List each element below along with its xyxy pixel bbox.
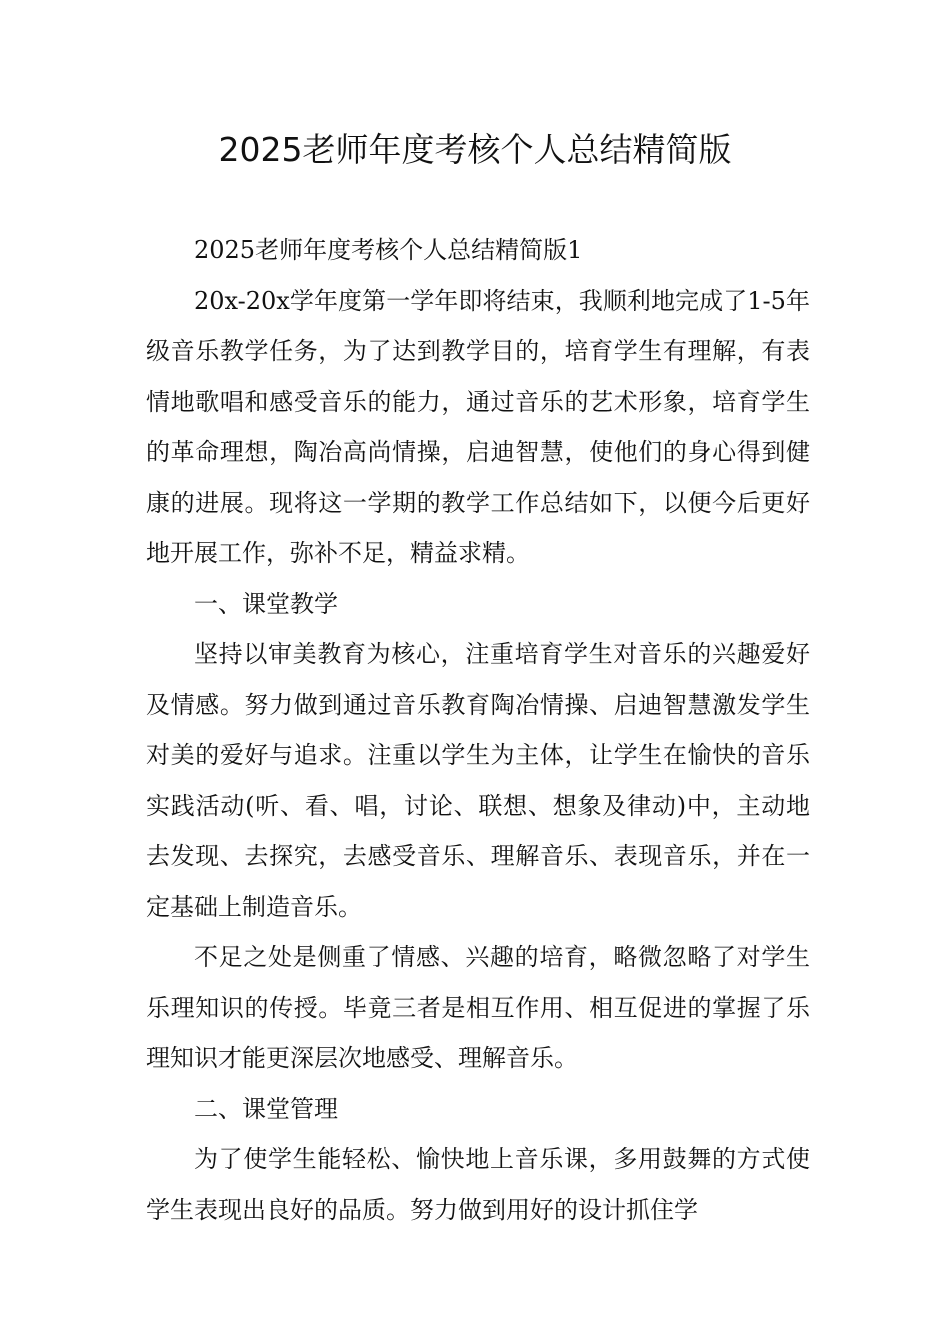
- document-title: 2025老师年度考核个人总结精简版: [218, 130, 732, 169]
- intro-paragraph: 20x-20x学年度第一学年即将结束，我顺利地完成了1-5年级音乐教学任务，为了达到教学目的，培育学生有理解，有表情地歌唱和感受音乐的能力，通过音乐的艺术形象，培育学生的革命理想，陶冶高尚情操，启迪智慧，使他们的身心得到健康的进展。现将这一学期的教学工作总结如下，以便今后更好地开展工作，弥补不足，精益求精。: [146, 286, 810, 567]
- shortcoming-paragraph: 不足之处是侧重了情感、兴趣的培育，略微忽略了对学生乐理知识的传授。毕竟三者是相互作用、相互促进的掌握了乐理知识才能更深层次地感受、理解音乐。: [146, 943, 810, 1072]
- document-body: [146, 225, 810, 1235]
- section-heading-classroom-management: 二、课堂管理: [194, 1094, 338, 1123]
- section-heading-classroom-teaching: 一、课堂教学: [194, 589, 338, 618]
- teaching-paragraph: 坚持以审美教育为核心，注重培育学生对音乐的兴趣爱好及情感。努力做到通过音乐教育陶冶情操、启迪智慧激发学生对美的爱好与追求。注重以学生为主体，让学生在愉快的音乐实践活动(听、看、唱，讨论、联想、想象及律动)中，主动地去发现、去探究，去感受音乐、理解音乐、表现音乐，并在一定基础上制造音乐。: [146, 640, 810, 921]
- management-paragraph: 为了使学生能轻松、愉快地上音乐课，多用鼓舞的方式使学生表现出良好的品质。努力做到用好的设计抓住学: [146, 1145, 810, 1224]
- subtitle-paragraph: 2025老师年度考核个人总结精简版1: [194, 236, 583, 264]
